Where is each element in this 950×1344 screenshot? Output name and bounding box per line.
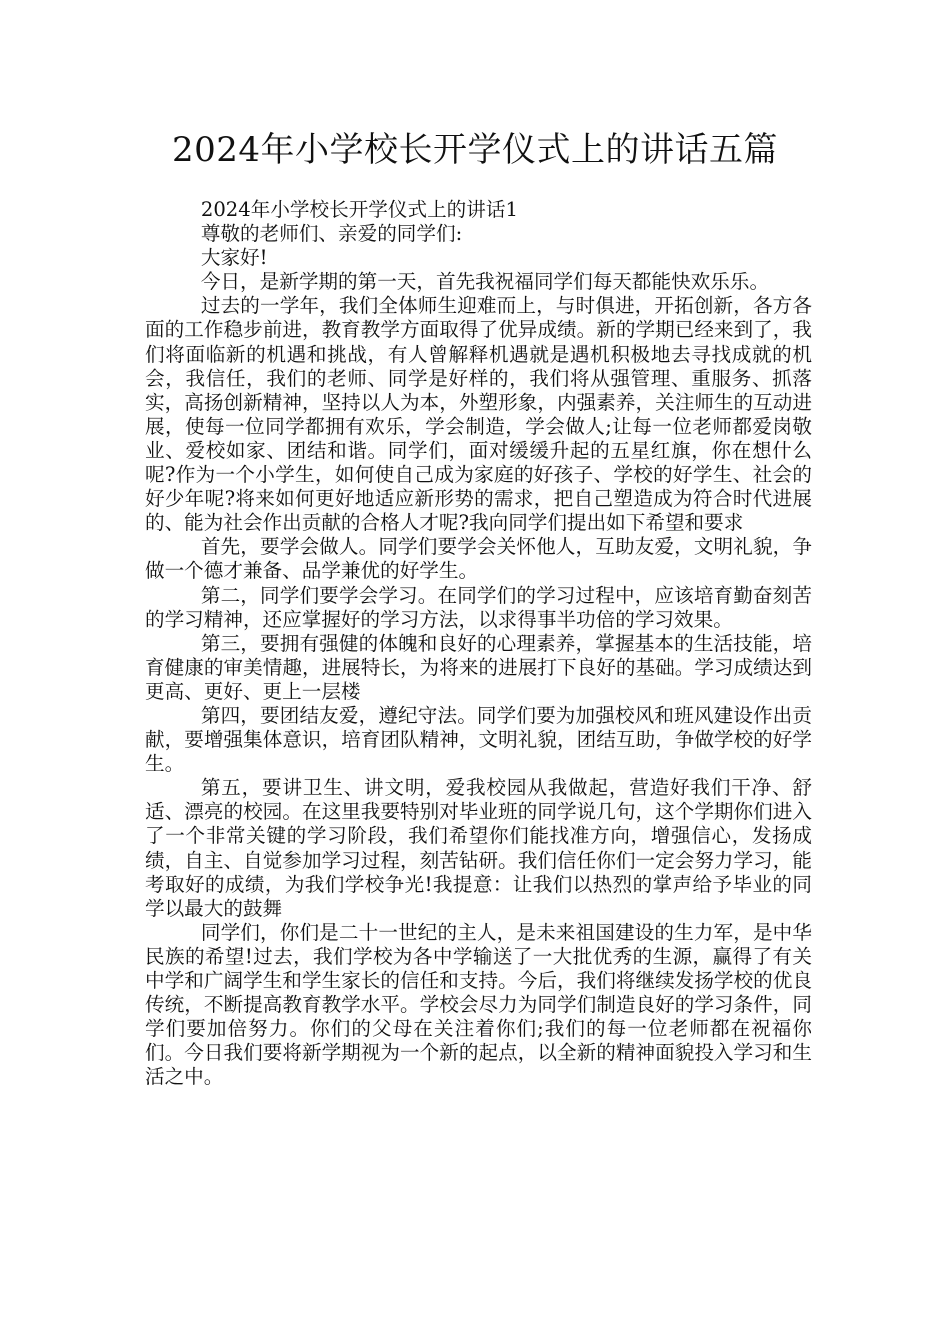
salutation: 尊敬的老师们、亲爱的同学们: xyxy=(200,222,463,246)
body-paragraph: 第五，要讲卫生、讲文明，爱我校园从我做起，营造好我们干净、舒适、漂亮的校园。在这里我要特别对毕业班的同学说几句，这个学期你们进入了一个非常关键的学习阶段，我们希望你们能找准方向，增强信心，发扬成绩，自主、自觉参加学习过程，刻苦钻研。我们信任你们一定会努力学习，能考取好的成绩，为我们学校争光!我提意：让我们以热烈的掌声给予毕业的同学以最大的鼓舞 xyxy=(145,776,812,920)
body-paragraph: 同学们，你们是二十一世纪的主人，是未来祖国建设的生力军，是中华民族的希望!过去，我们学校为各中学输送了一大批优秀的生源，赢得了有关中学和广阔学生和学生家长的信任和支持。今后，我们将继续发扬学校的优良传统，不断提高教育教学水平。学校会尽力为同学们制造良好的学习条件，同学们要加倍努力。你们的父母在关注着你们;我们的每一位老师都在祝福你们。今日我们要将新学期视为一个新的起点，以全新的精神面貌投入学习和生活之中。 xyxy=(145,920,812,1089)
greeting: 大家好! xyxy=(200,246,268,270)
body-paragraph: 第四，要团结友爱，遵纪守法。同学们要为加强校风和班风建设作出贡献，要增强集体意识，培育团队精神，文明礼貌，团结互助，争做学校的好学生。 xyxy=(145,703,812,776)
document-title: 2024年小学校长开学仪式上的讲话五篇 xyxy=(171,130,779,170)
body-paragraph: 过去的一学年，我们全体师生迎难而上，与时俱进，开拓创新，各方各面的工作稳步前进，教育教学方面取得了优异成绩。新的学期已经来到了，我们将面临新的机遇和挑战，有人曾解释机遇就是遇机积极地去寻找成就的机会，我信任，我们的老师、同学是好样的，我们将从强管理、重服务、抓落实，高扬创新精神，坚持以人为本，外塑形象，内强素养，关注师生的互动进展，使每一位同学都拥有欢乐，学会制造，学会做人;让每一位老师都爱岗敬业、爱校如家、团结和谐。同学们，面对缓缓升起的五星红旗，你在想什么呢?作为一个小学生，如何使自己成为家庭的好孩子、学校的好学生、社会的好少年呢?将来如何更好地适应新形势的需求，把自己塑造成为符合时代进展的、能为社会作出贡献的合格人才呢?我向同学们提出如下希望和要求 xyxy=(145,294,812,535)
body-paragraph: 第三，要拥有强健的体魄和良好的心理素养，掌握基本的生活技能，培育健康的审美情趣，进展特长，为将来的进展打下良好的基础。学习成绩达到更高、更好、更上一层楼 xyxy=(145,631,812,703)
section-heading: 2024年小学校长开学仪式上的讲话1 xyxy=(200,198,518,221)
body-paragraph: 今日，是新学期的第一天，首先我祝福同学们每天都能快欢乐乐。 xyxy=(200,270,770,294)
document-body xyxy=(145,198,812,1089)
body-paragraph: 首先，要学会做人。同学们要学会关怀他人，互助友爱，文明礼貌，争做一个德才兼备、品学兼优的好学生。 xyxy=(145,535,812,583)
body-paragraph: 第二，同学们要学会学习。在同学们的学习过程中，应该培育勤奋刻苦的学习精神，还应掌握好的学习方法，以求得事半功倍的学习效果。 xyxy=(145,583,812,631)
